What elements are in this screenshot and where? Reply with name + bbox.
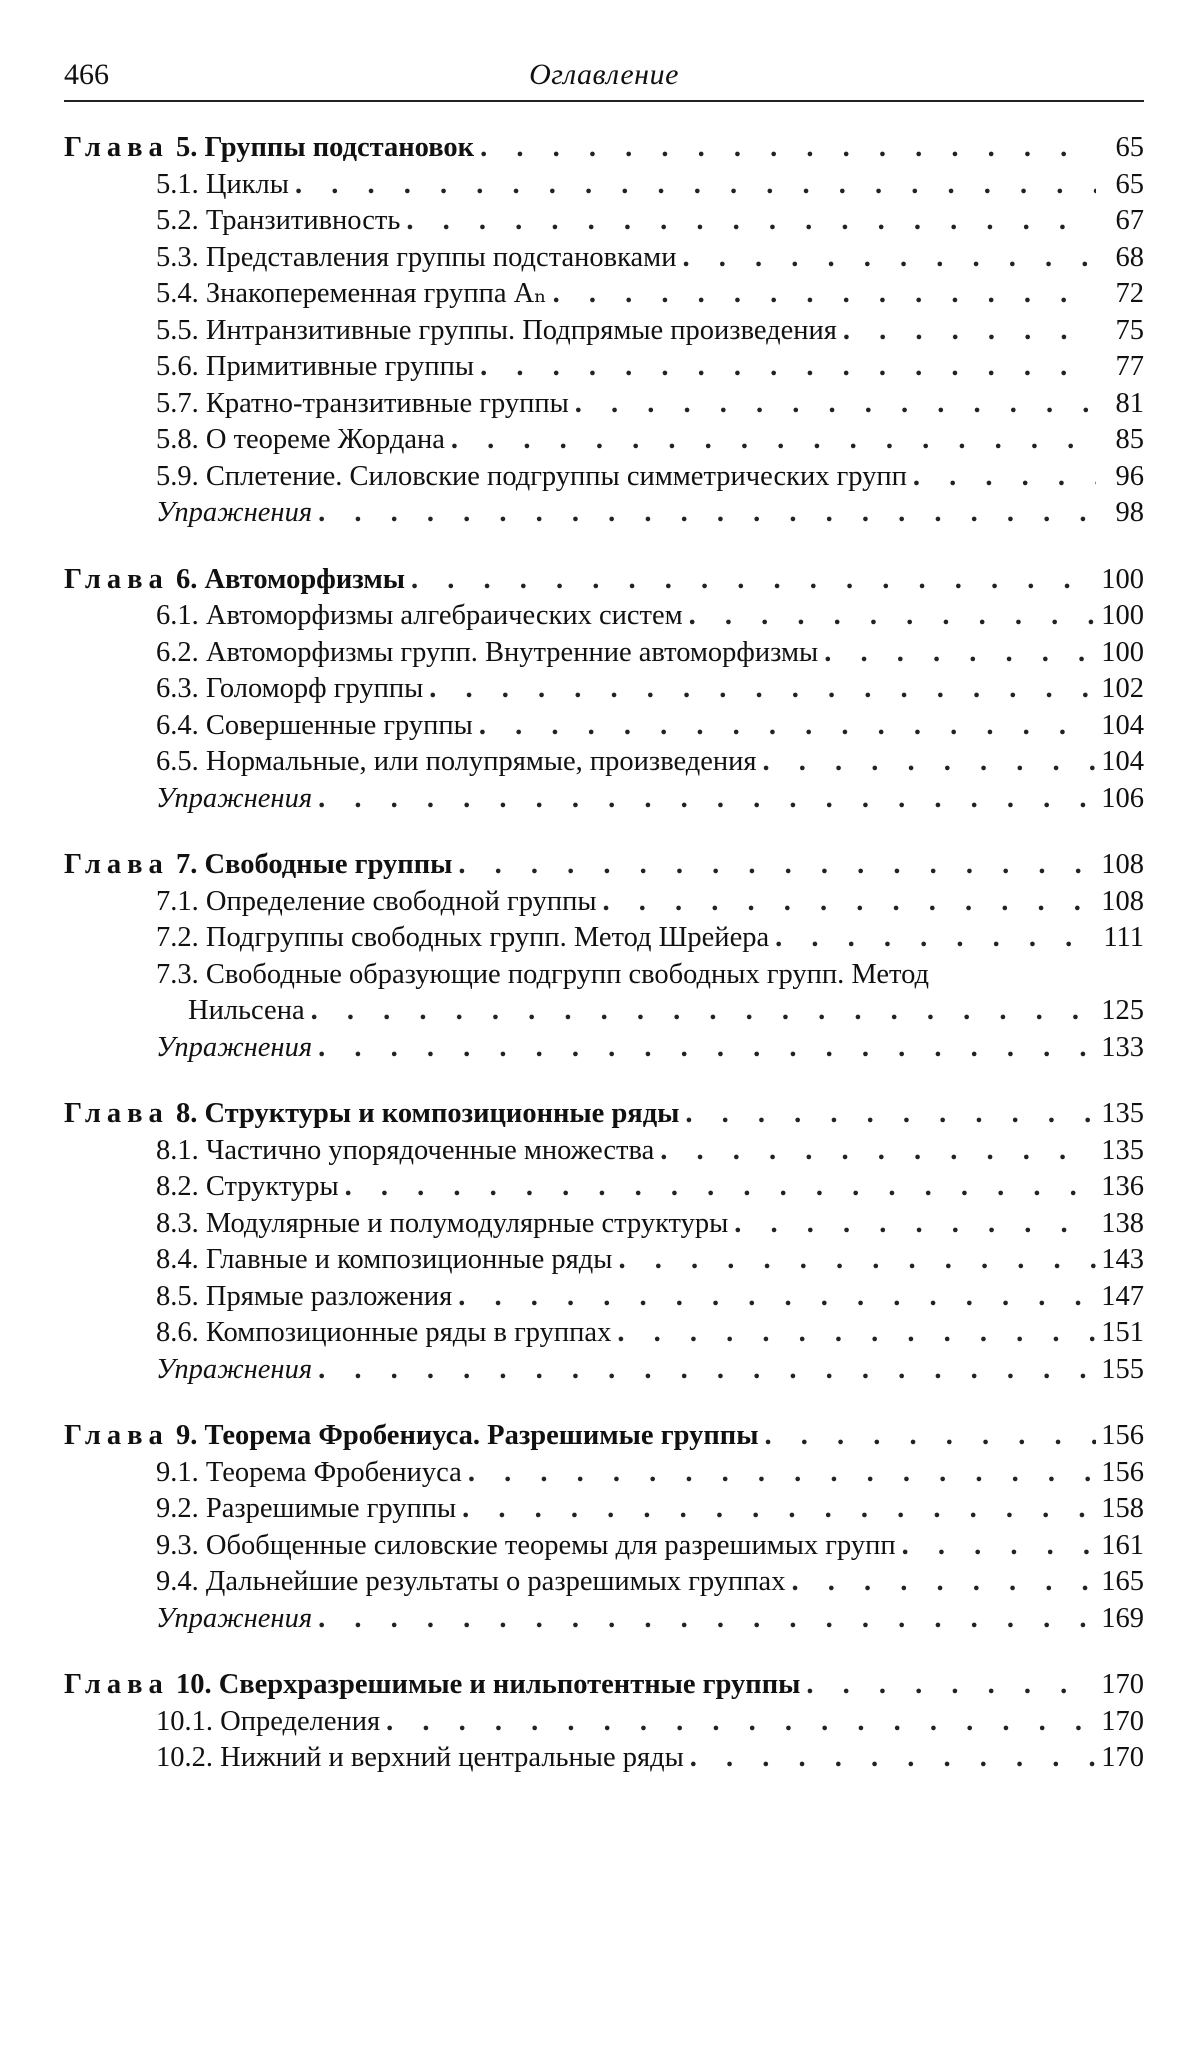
header-rule — [64, 100, 1144, 102]
section-entry[interactable] — [64, 1206, 1144, 1243]
dot-leader — [690, 1740, 1096, 1777]
chapter-name: 8. Структуры и композиционные ряды — [175, 1098, 680, 1129]
section-entry[interactable] — [64, 1528, 1144, 1565]
section-title: Упражнения — [156, 497, 313, 528]
chapter-block — [64, 1667, 1144, 1777]
section-entry[interactable] — [64, 349, 1144, 386]
chapter-label: Глава — [64, 849, 169, 880]
dot-leader — [479, 708, 1096, 745]
dot-leader — [318, 495, 1096, 532]
section-title: 10.1. Определения — [156, 1705, 381, 1737]
exercises-entry[interactable] — [64, 781, 1144, 818]
page-ref: 135 — [1101, 1098, 1144, 1129]
section-title: 5.2. Транзитивность — [156, 205, 401, 236]
chapter-title — [64, 562, 405, 599]
dot-leader — [763, 744, 1096, 781]
section-entry[interactable] — [64, 1704, 1144, 1741]
page-ref: 165 — [1101, 1566, 1144, 1597]
section-title: 6.3. Голоморф группы — [156, 673, 424, 704]
dot-leader — [806, 1667, 1096, 1704]
chapter-name: 7. Свободные группы — [175, 849, 453, 880]
dot-leader — [318, 1030, 1096, 1067]
dot-leader — [618, 1242, 1096, 1279]
page-ref: 125 — [1101, 995, 1144, 1026]
dot-leader — [764, 1418, 1096, 1455]
section-title: 5.8. О теореме Жордана — [156, 424, 445, 455]
page-ref: 104 — [1101, 709, 1144, 741]
dot-leader — [575, 386, 1096, 423]
dot-leader — [386, 1704, 1096, 1741]
page-ref: 65 — [1115, 168, 1144, 200]
page-ref: 170 — [1101, 1705, 1144, 1737]
page-header — [64, 50, 1144, 100]
section-title: 6.2. Автоморфизмы групп. Внутренние автоморфизмы — [156, 636, 819, 668]
page-ref: 156 — [1101, 1456, 1144, 1488]
chapter-title — [64, 1096, 679, 1133]
page-ref: 156 — [1101, 1420, 1144, 1451]
section-entry[interactable] — [64, 276, 1144, 313]
page-ref: 100 — [1101, 563, 1144, 595]
chapter-label: Глава — [64, 1669, 169, 1700]
page-ref: 65 — [1115, 132, 1144, 163]
section-entry[interactable] — [64, 386, 1144, 423]
section-title: 9.3. Обобщенные силовские теоремы для разрешимых групп — [156, 1529, 896, 1561]
chapter-block — [64, 130, 1144, 532]
page-ref: 151 — [1101, 1317, 1144, 1348]
chapter-label: Глава — [64, 1098, 169, 1129]
page-ref: 102 — [1101, 673, 1144, 704]
dot-leader — [458, 847, 1096, 884]
dot-leader — [480, 349, 1096, 386]
running-title: Оглавление — [529, 58, 679, 91]
section-entry[interactable] — [64, 635, 1144, 672]
dot-leader — [411, 562, 1096, 599]
page-ref: 133 — [1101, 1031, 1144, 1063]
section-entry[interactable] — [64, 422, 1144, 459]
dot-leader — [318, 1352, 1096, 1389]
page-ref: 161 — [1101, 1529, 1144, 1561]
page-ref: 81 — [1115, 387, 1144, 419]
section-title: 6.4. Совершенные группы — [156, 709, 473, 741]
page-ref: 136 — [1101, 1171, 1144, 1202]
dot-leader — [480, 130, 1096, 167]
section-title: 5.9. Сплетение. Силовские подгруппы симметрических групп — [156, 460, 907, 492]
chapter-block — [64, 1418, 1144, 1637]
dot-leader — [345, 1169, 1096, 1206]
section-title-continuation: Нильсена — [188, 995, 305, 1026]
section-entry[interactable] — [64, 1564, 1144, 1601]
section-entry[interactable] — [64, 884, 1144, 921]
section-entry[interactable] — [64, 671, 1144, 708]
dot-leader — [775, 920, 1096, 957]
exercises-entry[interactable] — [64, 1030, 1144, 1067]
dot-leader — [429, 671, 1096, 708]
section-title: 9.4. Дальнейшие результаты о разрешимых группах — [156, 1566, 786, 1597]
page-ref: 170 — [1101, 1669, 1144, 1700]
page-ref: 75 — [1115, 314, 1144, 346]
section-entry[interactable] — [64, 203, 1144, 240]
section-entry[interactable] — [64, 1491, 1144, 1528]
page-ref: 85 — [1115, 424, 1144, 455]
section-title: 8.2. Структуры — [156, 1171, 339, 1202]
section-title: 7.2. Подгруппы свободных групп. Метод Шрейера — [156, 922, 770, 953]
section-title: 8.5. Прямые разложения — [156, 1280, 453, 1312]
chapter-label: Глава — [64, 132, 169, 163]
table-of-contents — [64, 130, 1144, 1777]
dot-leader — [295, 167, 1096, 204]
dot-leader — [468, 1455, 1096, 1492]
dot-leader — [913, 459, 1096, 496]
dot-leader — [791, 1564, 1096, 1601]
section-title: 8.4. Главные и композиционные ряды — [156, 1244, 613, 1275]
dot-leader — [451, 422, 1096, 459]
section-entry[interactable] — [64, 167, 1144, 204]
dot-leader — [553, 276, 1096, 313]
chapter-entry[interactable] — [64, 1418, 1144, 1455]
dot-leader — [462, 1491, 1096, 1528]
section-title: 5.7. Кратно-транзитивные группы — [156, 387, 569, 419]
section-title: 8.1. Частично упорядоченные множества — [156, 1134, 655, 1166]
section-entry[interactable] — [64, 1455, 1144, 1492]
dot-leader — [682, 240, 1096, 277]
section-title: Упражнения — [156, 1353, 313, 1385]
exercises-entry[interactable] — [64, 1352, 1144, 1389]
section-entry-continuation[interactable] — [64, 993, 1144, 1030]
section-title: 7.3. Свободные образующие подгрупп свободных групп. Метод — [156, 958, 930, 990]
chapter-title — [64, 130, 474, 167]
dot-leader — [685, 1096, 1096, 1133]
section-entry[interactable] — [64, 957, 1144, 994]
chapter-label: Глава — [64, 1420, 169, 1451]
chapter-block — [64, 847, 1144, 1066]
chapter-name: 9. Теорема Фробениуса. Разрешимые группы — [175, 1420, 759, 1451]
chapter-name: 5. Группы подстановок — [175, 132, 475, 163]
page-ref: 111 — [1103, 922, 1144, 953]
chapter-title — [64, 1667, 800, 1704]
dot-leader — [734, 1206, 1096, 1243]
dot-leader — [458, 1279, 1096, 1316]
page-ref: 158 — [1101, 1493, 1144, 1524]
page-number: 466 — [64, 58, 109, 91]
chapter-entry[interactable] — [64, 1096, 1144, 1133]
section-entry[interactable] — [64, 1133, 1144, 1170]
section-title: 5.4. Знакопеременная группа Aₙ — [156, 278, 547, 309]
exercises-entry[interactable] — [64, 1601, 1144, 1638]
chapter-entry[interactable] — [64, 562, 1144, 599]
section-title: Упражнения — [156, 1031, 313, 1063]
chapter-block — [64, 1096, 1144, 1388]
section-title: 8.3. Модулярные и полумодулярные структуры — [156, 1207, 729, 1239]
page-ref: 106 — [1101, 782, 1144, 814]
section-title: 5.5. Интранзитивные группы. Подпрямые произведения — [156, 314, 837, 346]
dot-leader — [902, 1528, 1096, 1565]
chapter-title — [64, 1418, 758, 1455]
page-ref: 143 — [1101, 1244, 1144, 1275]
section-entry[interactable] — [64, 240, 1144, 277]
chapter-block — [64, 562, 1144, 818]
page-ref: 135 — [1101, 1134, 1144, 1166]
section-title: 9.2. Разрешимые группы — [156, 1493, 457, 1524]
page-ref: 98 — [1115, 497, 1144, 528]
section-entry[interactable] — [64, 744, 1144, 781]
dot-leader — [660, 1133, 1096, 1170]
dot-leader — [843, 313, 1096, 350]
dot-leader — [824, 635, 1096, 672]
exercises-entry[interactable] — [64, 495, 1144, 532]
chapter-entry[interactable] — [64, 1667, 1144, 1704]
page-ref: 147 — [1101, 1280, 1144, 1312]
section-entry[interactable] — [64, 708, 1144, 745]
dot-leader — [602, 884, 1096, 921]
section-entry[interactable] — [64, 920, 1144, 957]
dot-leader — [311, 993, 1096, 1030]
dot-leader — [689, 598, 1096, 635]
section-entry[interactable] — [64, 1242, 1144, 1279]
page-ref: 96 — [1115, 460, 1144, 492]
page-ref: 72 — [1115, 278, 1144, 309]
section-title: 6.5. Нормальные, или полупрямые, произведения — [156, 746, 757, 777]
page-ref: 169 — [1101, 1602, 1144, 1634]
dot-leader — [318, 1601, 1096, 1638]
chapter-entry[interactable] — [64, 847, 1144, 884]
dot-leader — [406, 203, 1096, 240]
section-entry[interactable] — [64, 1315, 1144, 1352]
chapter-name: 10. Сверхразрешимые и нильпотентные группы — [175, 1669, 801, 1700]
page-ref: 138 — [1101, 1207, 1144, 1239]
section-entry[interactable] — [64, 313, 1144, 350]
page-ref: 67 — [1115, 205, 1144, 236]
page-ref: 100 — [1101, 636, 1144, 668]
section-title: Упражнения — [156, 1602, 313, 1634]
section-entry[interactable] — [64, 1279, 1144, 1316]
section-title: 5.3. Представления группы подстановками — [156, 241, 677, 273]
chapter-title — [64, 847, 452, 884]
page-ref: 104 — [1101, 746, 1144, 777]
page-ref: 155 — [1101, 1353, 1144, 1385]
page-ref: 100 — [1101, 600, 1144, 631]
dot-leader — [617, 1315, 1096, 1352]
page-ref: 170 — [1101, 1742, 1144, 1773]
section-title: 8.6. Композиционные ряды в группах — [156, 1317, 612, 1348]
section-title: 5.1. Циклы — [156, 168, 289, 200]
chapter-label: Глава — [64, 563, 169, 595]
page-ref: 108 — [1101, 885, 1144, 917]
page-ref: 77 — [1115, 351, 1144, 382]
chapter-entry[interactable] — [64, 130, 1144, 167]
section-entry[interactable] — [64, 1740, 1144, 1777]
section-title: Упражнения — [156, 782, 313, 814]
section-title: 10.2. Нижний и верхний центральные ряды — [156, 1742, 684, 1773]
page-ref: 68 — [1115, 241, 1144, 273]
section-entry[interactable] — [64, 598, 1144, 635]
section-title: 9.1. Теорема Фробениуса — [156, 1456, 462, 1488]
chapter-name: 6. Автоморфизмы — [175, 563, 406, 595]
section-entry[interactable] — [64, 1169, 1144, 1206]
section-title: 6.1. Автоморфизмы алгебраических систем — [156, 600, 683, 631]
dot-leader — [318, 781, 1096, 818]
toc-page — [64, 50, 1144, 1807]
section-entry[interactable] — [64, 459, 1144, 496]
page-ref: 108 — [1101, 849, 1144, 880]
section-title: 5.6. Примитивные группы — [156, 351, 475, 382]
section-title: 7.1. Определение свободной группы — [156, 885, 597, 917]
